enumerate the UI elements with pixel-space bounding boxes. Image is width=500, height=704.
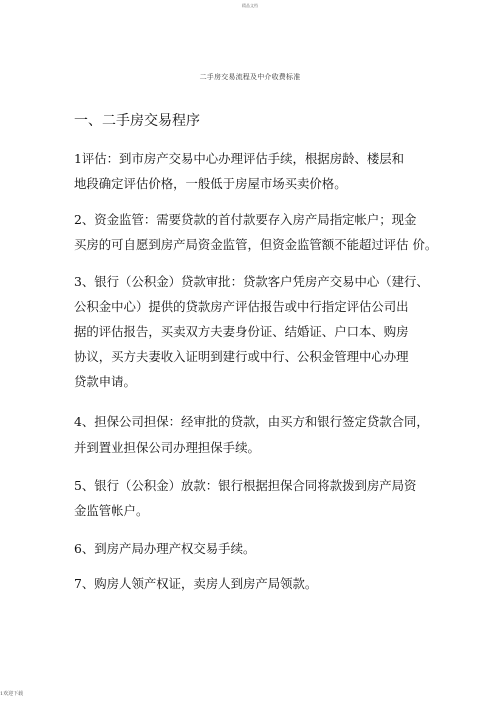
paragraph-line: 1评估：到市房产交易中心办理评估手续，根据房龄、楼层和 (74, 151, 405, 166)
document-title: 二手房交易流程及中介收费标准 (199, 73, 301, 81)
paragraph-line: 地段确定评估价格，一般低于房屋市场买卖价格。 (74, 176, 347, 191)
paragraph-line: 4、担保公司担保：经审批的贷款，由买方和银行签定贷款合同， (74, 414, 429, 429)
paragraph-line: 2、资金监管：需要贷款的首付款要存入房产局指定帐户；现金 (74, 212, 417, 227)
paragraph-line: 6、到房产局办理产权交易手续。 (74, 541, 256, 556)
paragraph-line: 7、购房人领产权证，卖房人到房产局领款。 (74, 576, 318, 591)
footer-note: 1欢迎下载 (0, 691, 24, 697)
paragraph-line: 金监管帐户。 (74, 503, 149, 518)
paragraph-line: 贷款申请。 (74, 374, 136, 389)
section-heading: 一、二手房交易程序 (74, 113, 200, 129)
paragraph-line: 买房的可自愿到房产局资金监管，但资金监管额不能超过评估 价。 (74, 237, 438, 252)
paragraph-line: 5、银行（公积金）放款：银行根据担保合同将款拨到房产局资 (74, 478, 417, 493)
paragraph-line: 公积金中心）提供的贷款房产评估报告或中行指定评估公司出 (74, 299, 409, 314)
paragraph-line: 据的评估报告，买卖双方夫妻身份证、结婚证、户口本、购房 (74, 324, 409, 339)
paragraph-line: 并到置业担保公司办理担保手续。 (74, 440, 260, 455)
page-header-tag: 精品文档 (242, 3, 258, 8)
paragraph-line: 协议，买方夫妻收入证明到建行或中行、公积金管理中心办理 (74, 349, 409, 364)
paragraph-line: 3、银行（公积金）贷款审批：贷款客户凭房产交易中心（建行、 (74, 274, 429, 289)
